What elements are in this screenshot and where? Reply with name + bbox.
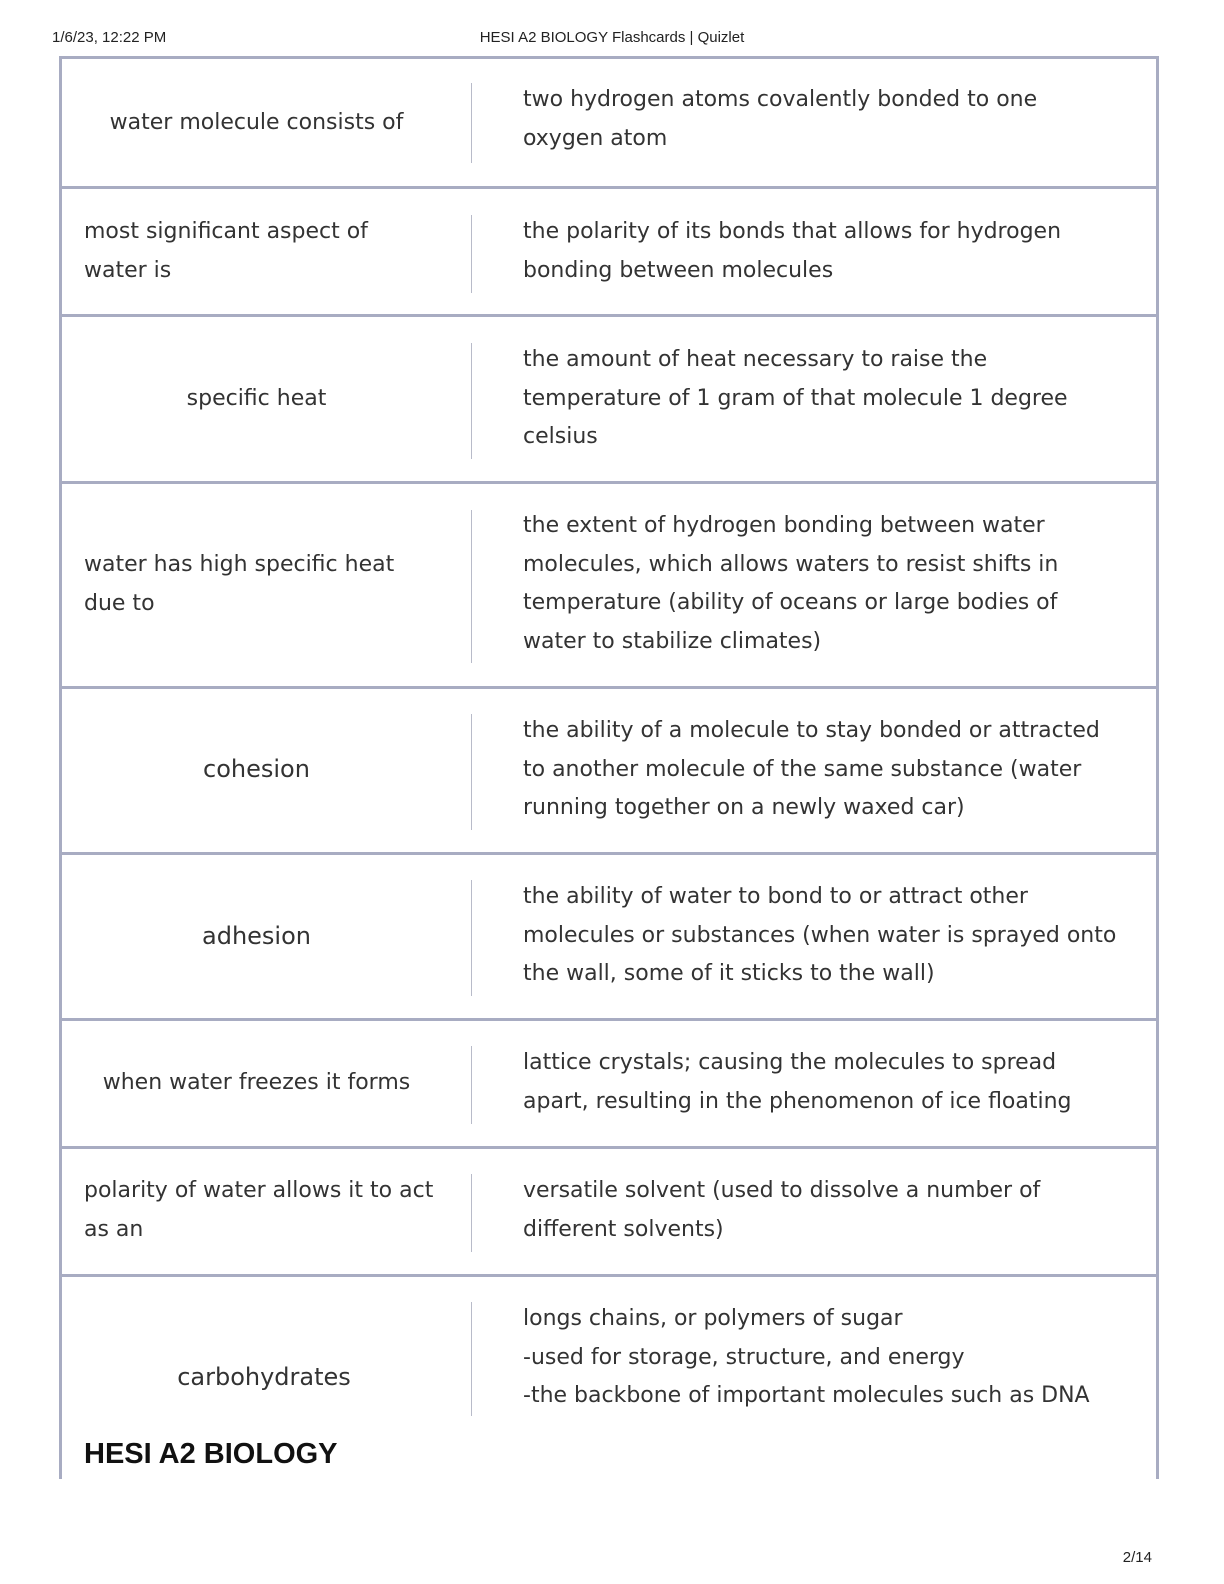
card-term: water molecule consists of	[109, 110, 404, 135]
flashcard-row	[59, 189, 1159, 317]
flashcard-row	[59, 59, 1159, 189]
card-divider	[471, 714, 472, 830]
card-term: cohesion	[203, 755, 310, 783]
flashcard-row	[59, 1021, 1159, 1149]
card-definition: the extent of hydrogen bonding between water molecules, which allows waters to resist shifts in temperature (ability of oceans or large bodies of water to stabilize climates)	[523, 513, 1059, 654]
card-term: specific heat	[186, 386, 327, 411]
card-definition: the ability of water to bond to or attract other molecules or substances (when water is sprayed onto the wall, some of it sticks to the wall)	[523, 884, 1117, 986]
card-definition: the amount of heat necessary to raise the temperature of 1 gram of that molecule 1 degree celsius	[523, 347, 1068, 449]
card-term: carbohydrates	[177, 1363, 351, 1391]
card-definition: longs chains, or polymers of sugar -used for storage, structure, and energy -the backbone of important molecules such as DNA	[523, 1306, 1090, 1408]
card-term: polarity of water allows it to act as an	[84, 1178, 434, 1242]
print-datetime: 1/6/23, 12:22 PM	[52, 29, 167, 46]
set-title: HESI A2 BIOLOGY	[84, 1438, 338, 1470]
flashcard-row	[59, 484, 1159, 689]
card-term: most significant aspect of water is	[84, 219, 368, 283]
card-divider	[471, 1046, 472, 1124]
card-divider	[471, 1302, 472, 1416]
flashcard-row	[59, 855, 1159, 1021]
card-divider	[471, 880, 472, 996]
card-divider	[471, 215, 472, 293]
print-page-title: HESI A2 BIOLOGY Flashcards | Quizlet	[479, 29, 745, 46]
card-divider	[471, 83, 472, 163]
card-divider	[471, 1174, 472, 1252]
card-term: water has high specific heat due to	[84, 552, 395, 616]
card-definition: lattice crystals; causing the molecules to spread apart, resulting in the phenomenon of ice floating	[523, 1050, 1072, 1114]
card-definition: the ability of a molecule to stay bonded or attracted to another molecule of the same substance (water running together on a newly waxed car)	[523, 718, 1100, 820]
flashcard-row	[59, 317, 1159, 484]
flashcard-row	[59, 1149, 1159, 1277]
card-term: adhesion	[202, 922, 311, 950]
card-divider	[471, 510, 472, 663]
card-term: when water freezes it forms	[102, 1070, 411, 1095]
card-divider	[471, 343, 472, 459]
card-definition: versatile solvent (used to dissolve a number of different solvents)	[523, 1178, 1041, 1242]
flashcard-row	[59, 689, 1159, 855]
card-definition: the polarity of its bonds that allows for hydrogen bonding between molecules	[523, 219, 1062, 283]
page-number: 2/14	[1122, 1549, 1152, 1566]
card-definition: two hydrogen atoms covalently bonded to one oxygen atom	[523, 87, 1038, 151]
